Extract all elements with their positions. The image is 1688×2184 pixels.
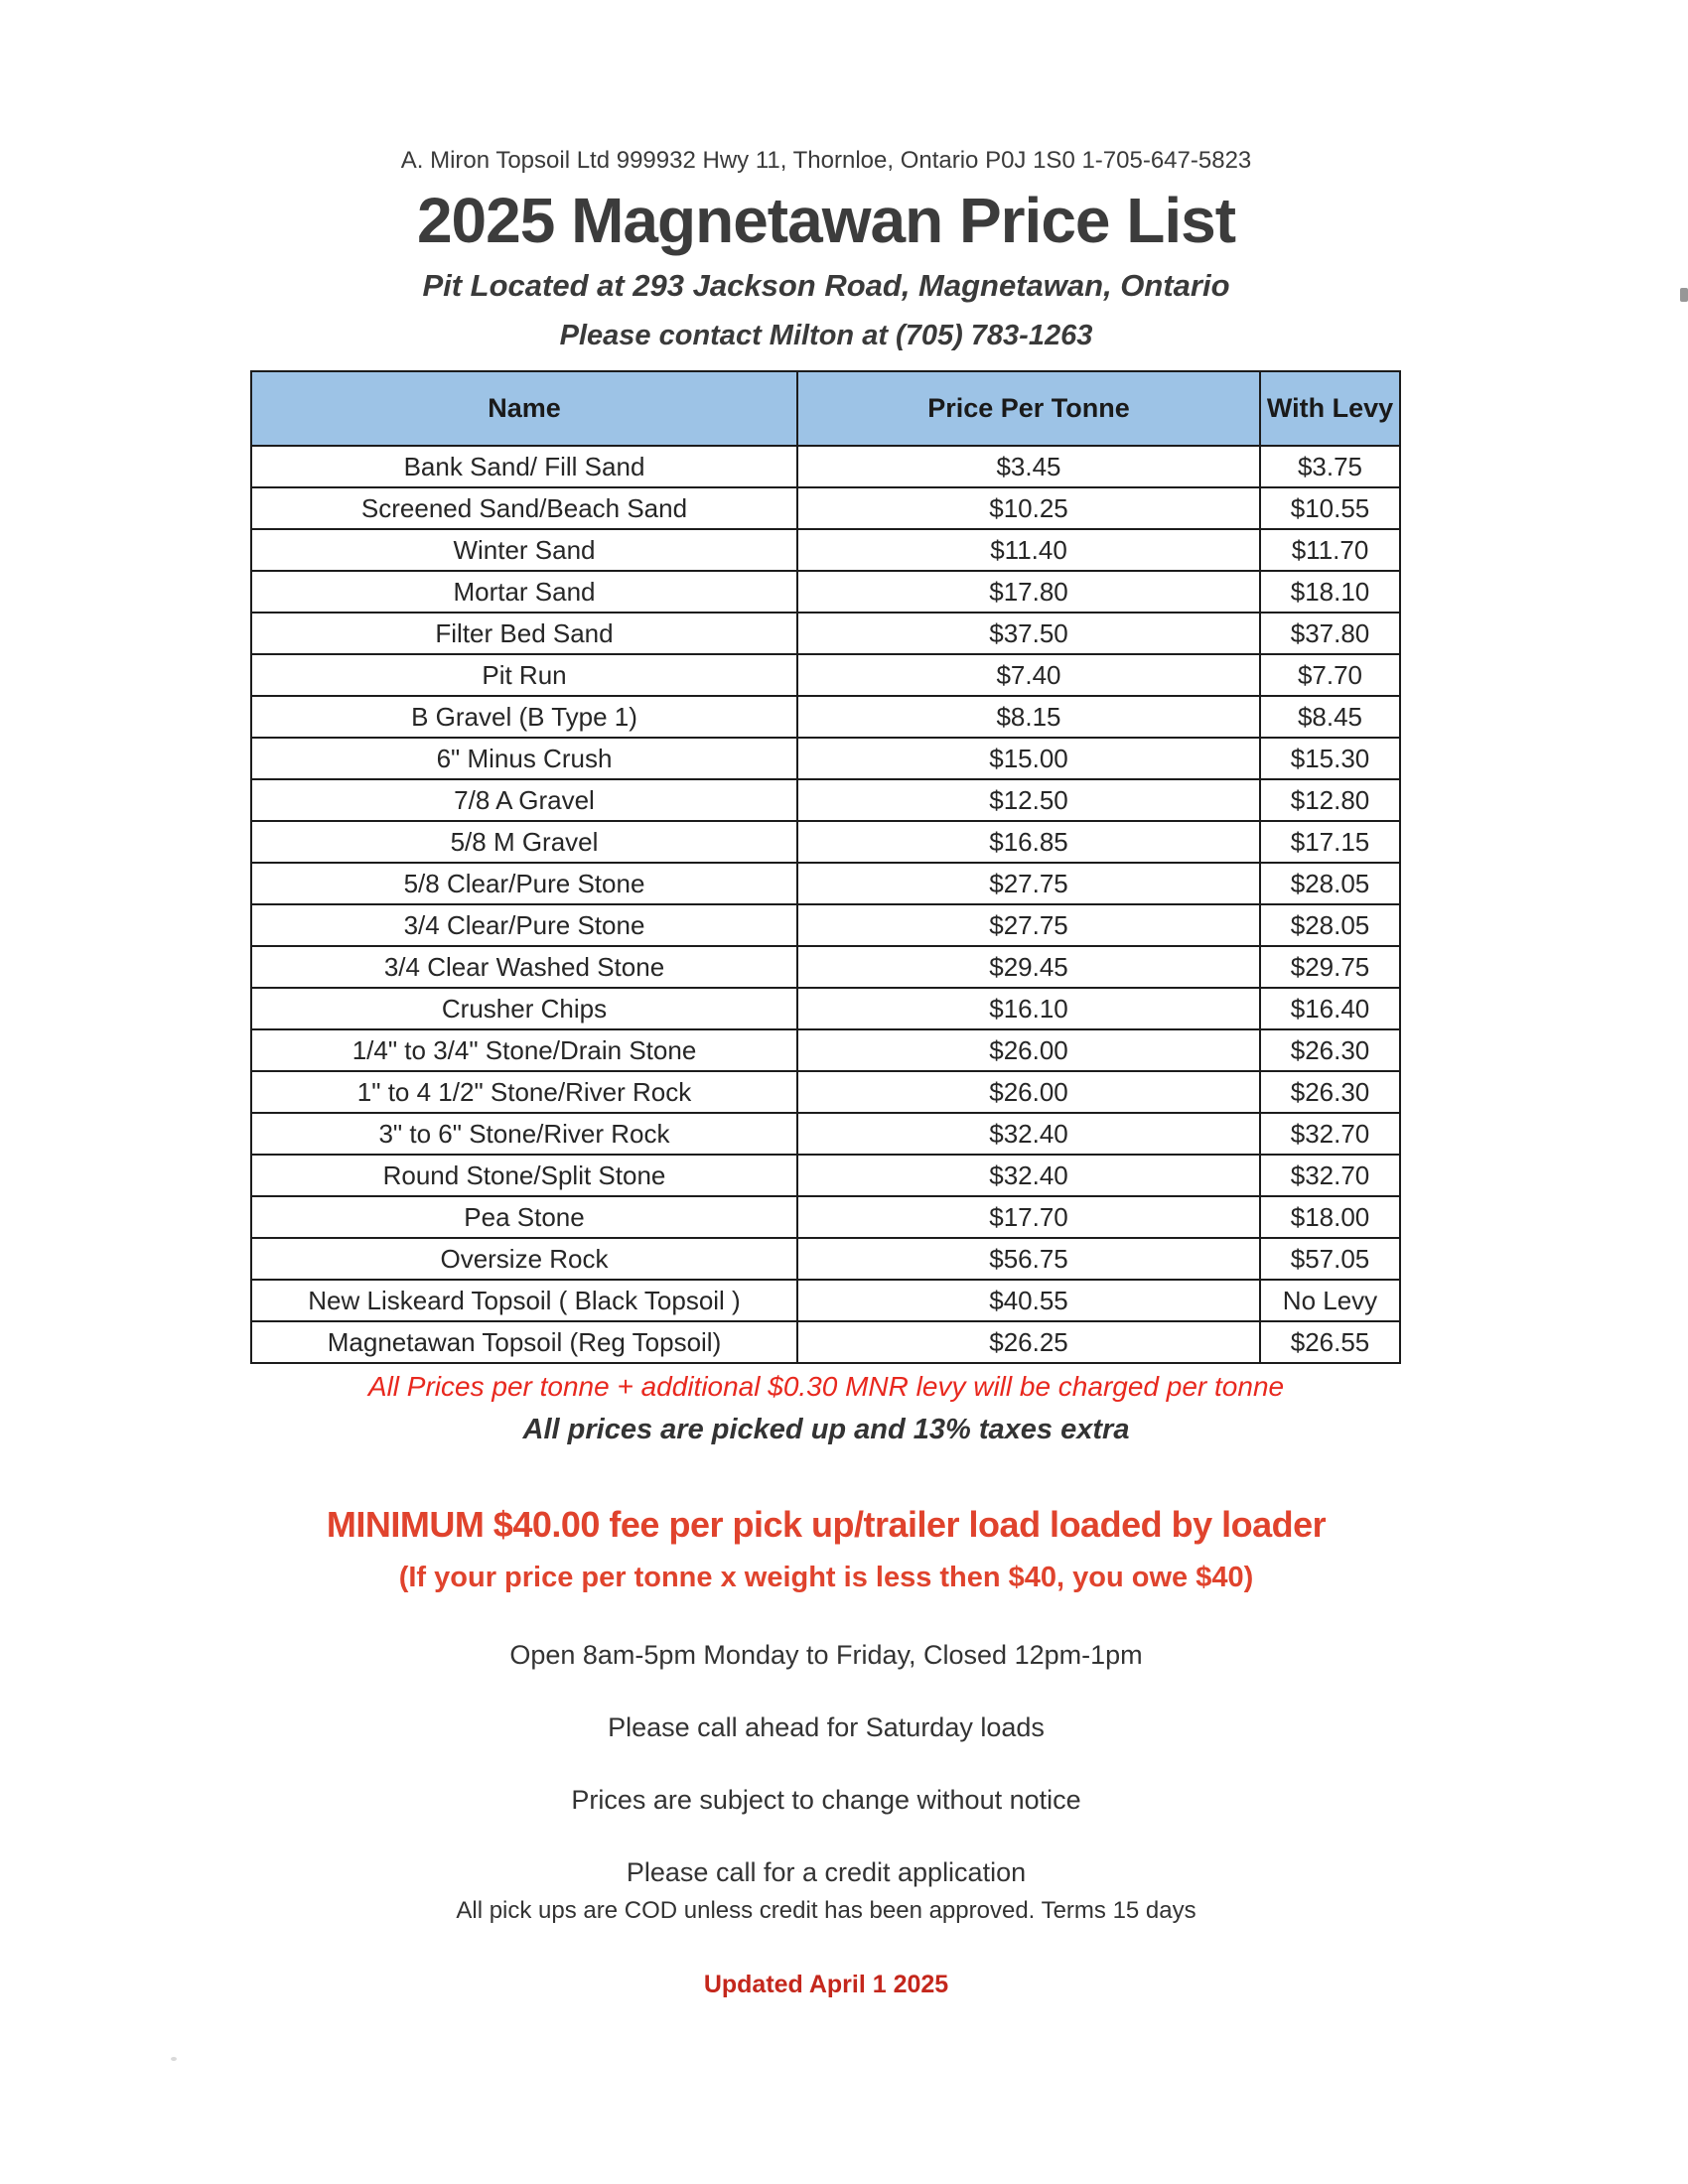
price-per-tonne-cell: $15.00 <box>797 738 1260 779</box>
document-content <box>250 0 1402 1999</box>
with-levy-cell: $17.15 <box>1260 821 1400 863</box>
material-name-cell: Mortar Sand <box>251 571 797 613</box>
material-name-cell: Pea Stone <box>251 1196 797 1238</box>
price-per-tonne-cell: $16.10 <box>797 988 1260 1029</box>
material-name-cell: 3/4 Clear/Pure Stone <box>251 904 797 946</box>
with-levy-cell: $15.30 <box>1260 738 1400 779</box>
with-levy-cell: $37.80 <box>1260 613 1400 654</box>
price-per-tonne-cell: $37.50 <box>797 613 1260 654</box>
column-header-name: Name <box>251 371 797 446</box>
price-per-tonne-cell: $7.40 <box>797 654 1260 696</box>
material-name-cell: Oversize Rock <box>251 1238 797 1280</box>
price-table-body <box>251 446 1400 1363</box>
price-per-tonne-cell: $26.00 <box>797 1071 1260 1113</box>
material-name-cell: Round Stone/Split Stone <box>251 1155 797 1196</box>
saturday-loads-line: Please call ahead for Saturday loads <box>608 1712 1045 1742</box>
material-name-cell: 6" Minus Crush <box>251 738 797 779</box>
material-name-cell: New Liskeard Topsoil ( Black Topsoil ) <box>251 1280 797 1321</box>
minimum-fee-heading: MINIMUM $40.00 fee per pick up/trailer load loaded by loader <box>326 1504 1327 1545</box>
price-per-tonne-cell: $32.40 <box>797 1155 1260 1196</box>
company-address-line: A. Miron Topsoil Ltd 999932 Hwy 11, Thornloe, Ontario P0J 1S0 1-705-647-5823 <box>400 147 1252 174</box>
with-levy-cell: $18.10 <box>1260 571 1400 613</box>
taxes-note: All prices are picked up and 13% taxes extra <box>522 1414 1130 1445</box>
price-per-tonne-cell: $26.00 <box>797 1029 1260 1071</box>
table-row <box>251 1029 1400 1071</box>
price-per-tonne-cell: $10.25 <box>797 487 1260 529</box>
hours-line: Open 8am-5pm Monday to Friday, Closed 12pm-1pm <box>509 1640 1143 1670</box>
price-per-tonne-cell: $27.75 <box>797 904 1260 946</box>
price-per-tonne-cell: $11.40 <box>797 529 1260 571</box>
with-levy-cell: $57.05 <box>1260 1238 1400 1280</box>
with-levy-cell: $3.75 <box>1260 446 1400 487</box>
with-levy-cell: $26.30 <box>1260 1071 1400 1113</box>
table-row <box>251 1238 1400 1280</box>
table-row <box>251 1155 1400 1196</box>
material-name-cell: 5/8 M Gravel <box>251 821 797 863</box>
material-name-cell: Crusher Chips <box>251 988 797 1029</box>
table-row <box>251 946 1400 988</box>
column-header-price-per-tonne: Price Per Tonne <box>797 371 1260 446</box>
scan-edge-artifact <box>1680 288 1688 302</box>
price-per-tonne-cell: $56.75 <box>797 1238 1260 1280</box>
material-name-cell: 7/8 A Gravel <box>251 779 797 821</box>
table-row <box>251 779 1400 821</box>
with-levy-cell: $16.40 <box>1260 988 1400 1029</box>
material-name-cell: 3/4 Clear Washed Stone <box>251 946 797 988</box>
table-row <box>251 487 1400 529</box>
table-row <box>251 529 1400 571</box>
price-change-line: Prices are subject to change without notice <box>571 1785 1081 1815</box>
price-per-tonne-cell: $3.45 <box>797 446 1260 487</box>
cod-terms-line: All pick ups are COD unless credit has been approved. Terms 15 days <box>456 1897 1196 1924</box>
with-levy-cell: $29.75 <box>1260 946 1400 988</box>
table-row <box>251 1071 1400 1113</box>
material-name-cell: Winter Sand <box>251 529 797 571</box>
page-title: 2025 Magnetawan Price List <box>416 185 1236 256</box>
table-row <box>251 1196 1400 1238</box>
material-name-cell: Filter Bed Sand <box>251 613 797 654</box>
material-name-cell: 1/4" to 3/4" Stone/Drain Stone <box>251 1029 797 1071</box>
with-levy-cell: $32.70 <box>1260 1113 1400 1155</box>
with-levy-cell: $18.00 <box>1260 1196 1400 1238</box>
price-per-tonne-cell: $16.85 <box>797 821 1260 863</box>
table-row <box>251 1280 1400 1321</box>
price-per-tonne-cell: $27.75 <box>797 863 1260 904</box>
with-levy-cell: $28.05 <box>1260 863 1400 904</box>
with-levy-cell: $8.45 <box>1260 696 1400 738</box>
table-row <box>251 1113 1400 1155</box>
with-levy-cell: $10.55 <box>1260 487 1400 529</box>
table-row <box>251 654 1400 696</box>
with-levy-cell: $7.70 <box>1260 654 1400 696</box>
material-name-cell: Pit Run <box>251 654 797 696</box>
scan-speck-artifact <box>171 2057 177 2061</box>
with-levy-cell: $26.30 <box>1260 1029 1400 1071</box>
contact-subtitle: Please contact Milton at (705) 783-1263 <box>559 320 1093 351</box>
price-table-header <box>251 371 1400 446</box>
table-row <box>251 446 1400 487</box>
header-row <box>251 371 1400 446</box>
price-per-tonne-cell: $29.45 <box>797 946 1260 988</box>
with-levy-cell: $28.05 <box>1260 904 1400 946</box>
material-name-cell: Screened Sand/Beach Sand <box>251 487 797 529</box>
price-per-tonne-cell: $17.80 <box>797 571 1260 613</box>
with-levy-cell: $32.70 <box>1260 1155 1400 1196</box>
table-row <box>251 863 1400 904</box>
price-per-tonne-cell: $32.40 <box>797 1113 1260 1155</box>
credit-application-line: Please call for a credit application <box>626 1857 1027 1887</box>
table-row <box>251 571 1400 613</box>
price-per-tonne-cell: $40.55 <box>797 1280 1260 1321</box>
material-name-cell: 1" to 4 1/2" Stone/River Rock <box>251 1071 797 1113</box>
material-name-cell: Bank Sand/ Fill Sand <box>251 446 797 487</box>
material-name-cell: Magnetawan Topsoil (Reg Topsoil) <box>251 1321 797 1363</box>
with-levy-cell: No Levy <box>1260 1280 1400 1321</box>
with-levy-cell: $12.80 <box>1260 779 1400 821</box>
with-levy-cell: $11.70 <box>1260 529 1400 571</box>
price-per-tonne-cell: $26.25 <box>797 1321 1260 1363</box>
material-name-cell: 3" to 6" Stone/River Rock <box>251 1113 797 1155</box>
table-row <box>251 696 1400 738</box>
mnr-levy-note: All Prices per tonne + additional $0.30 MNR levy will be charged per tonne <box>367 1371 1285 1402</box>
pit-location-subtitle: Pit Located at 293 Jackson Road, Magnetawan, Ontario <box>422 268 1230 303</box>
table-row <box>251 988 1400 1029</box>
with-levy-cell: $26.55 <box>1260 1321 1400 1363</box>
table-row <box>251 738 1400 779</box>
price-per-tonne-cell: $17.70 <box>797 1196 1260 1238</box>
table-row <box>251 613 1400 654</box>
column-header-with-levy: With Levy <box>1260 371 1400 446</box>
table-row <box>251 904 1400 946</box>
updated-date-line: Updated April 1 2025 <box>703 1971 949 1998</box>
price-per-tonne-cell: $8.15 <box>797 696 1260 738</box>
minimum-fee-subnote: (If your price per tonne x weight is less then $40, you owe $40) <box>398 1562 1254 1593</box>
price-table <box>250 370 1401 1364</box>
material-name-cell: B Gravel (B Type 1) <box>251 696 797 738</box>
material-name-cell: 5/8 Clear/Pure Stone <box>251 863 797 904</box>
table-row <box>251 1321 1400 1363</box>
table-row <box>251 821 1400 863</box>
price-per-tonne-cell: $12.50 <box>797 779 1260 821</box>
